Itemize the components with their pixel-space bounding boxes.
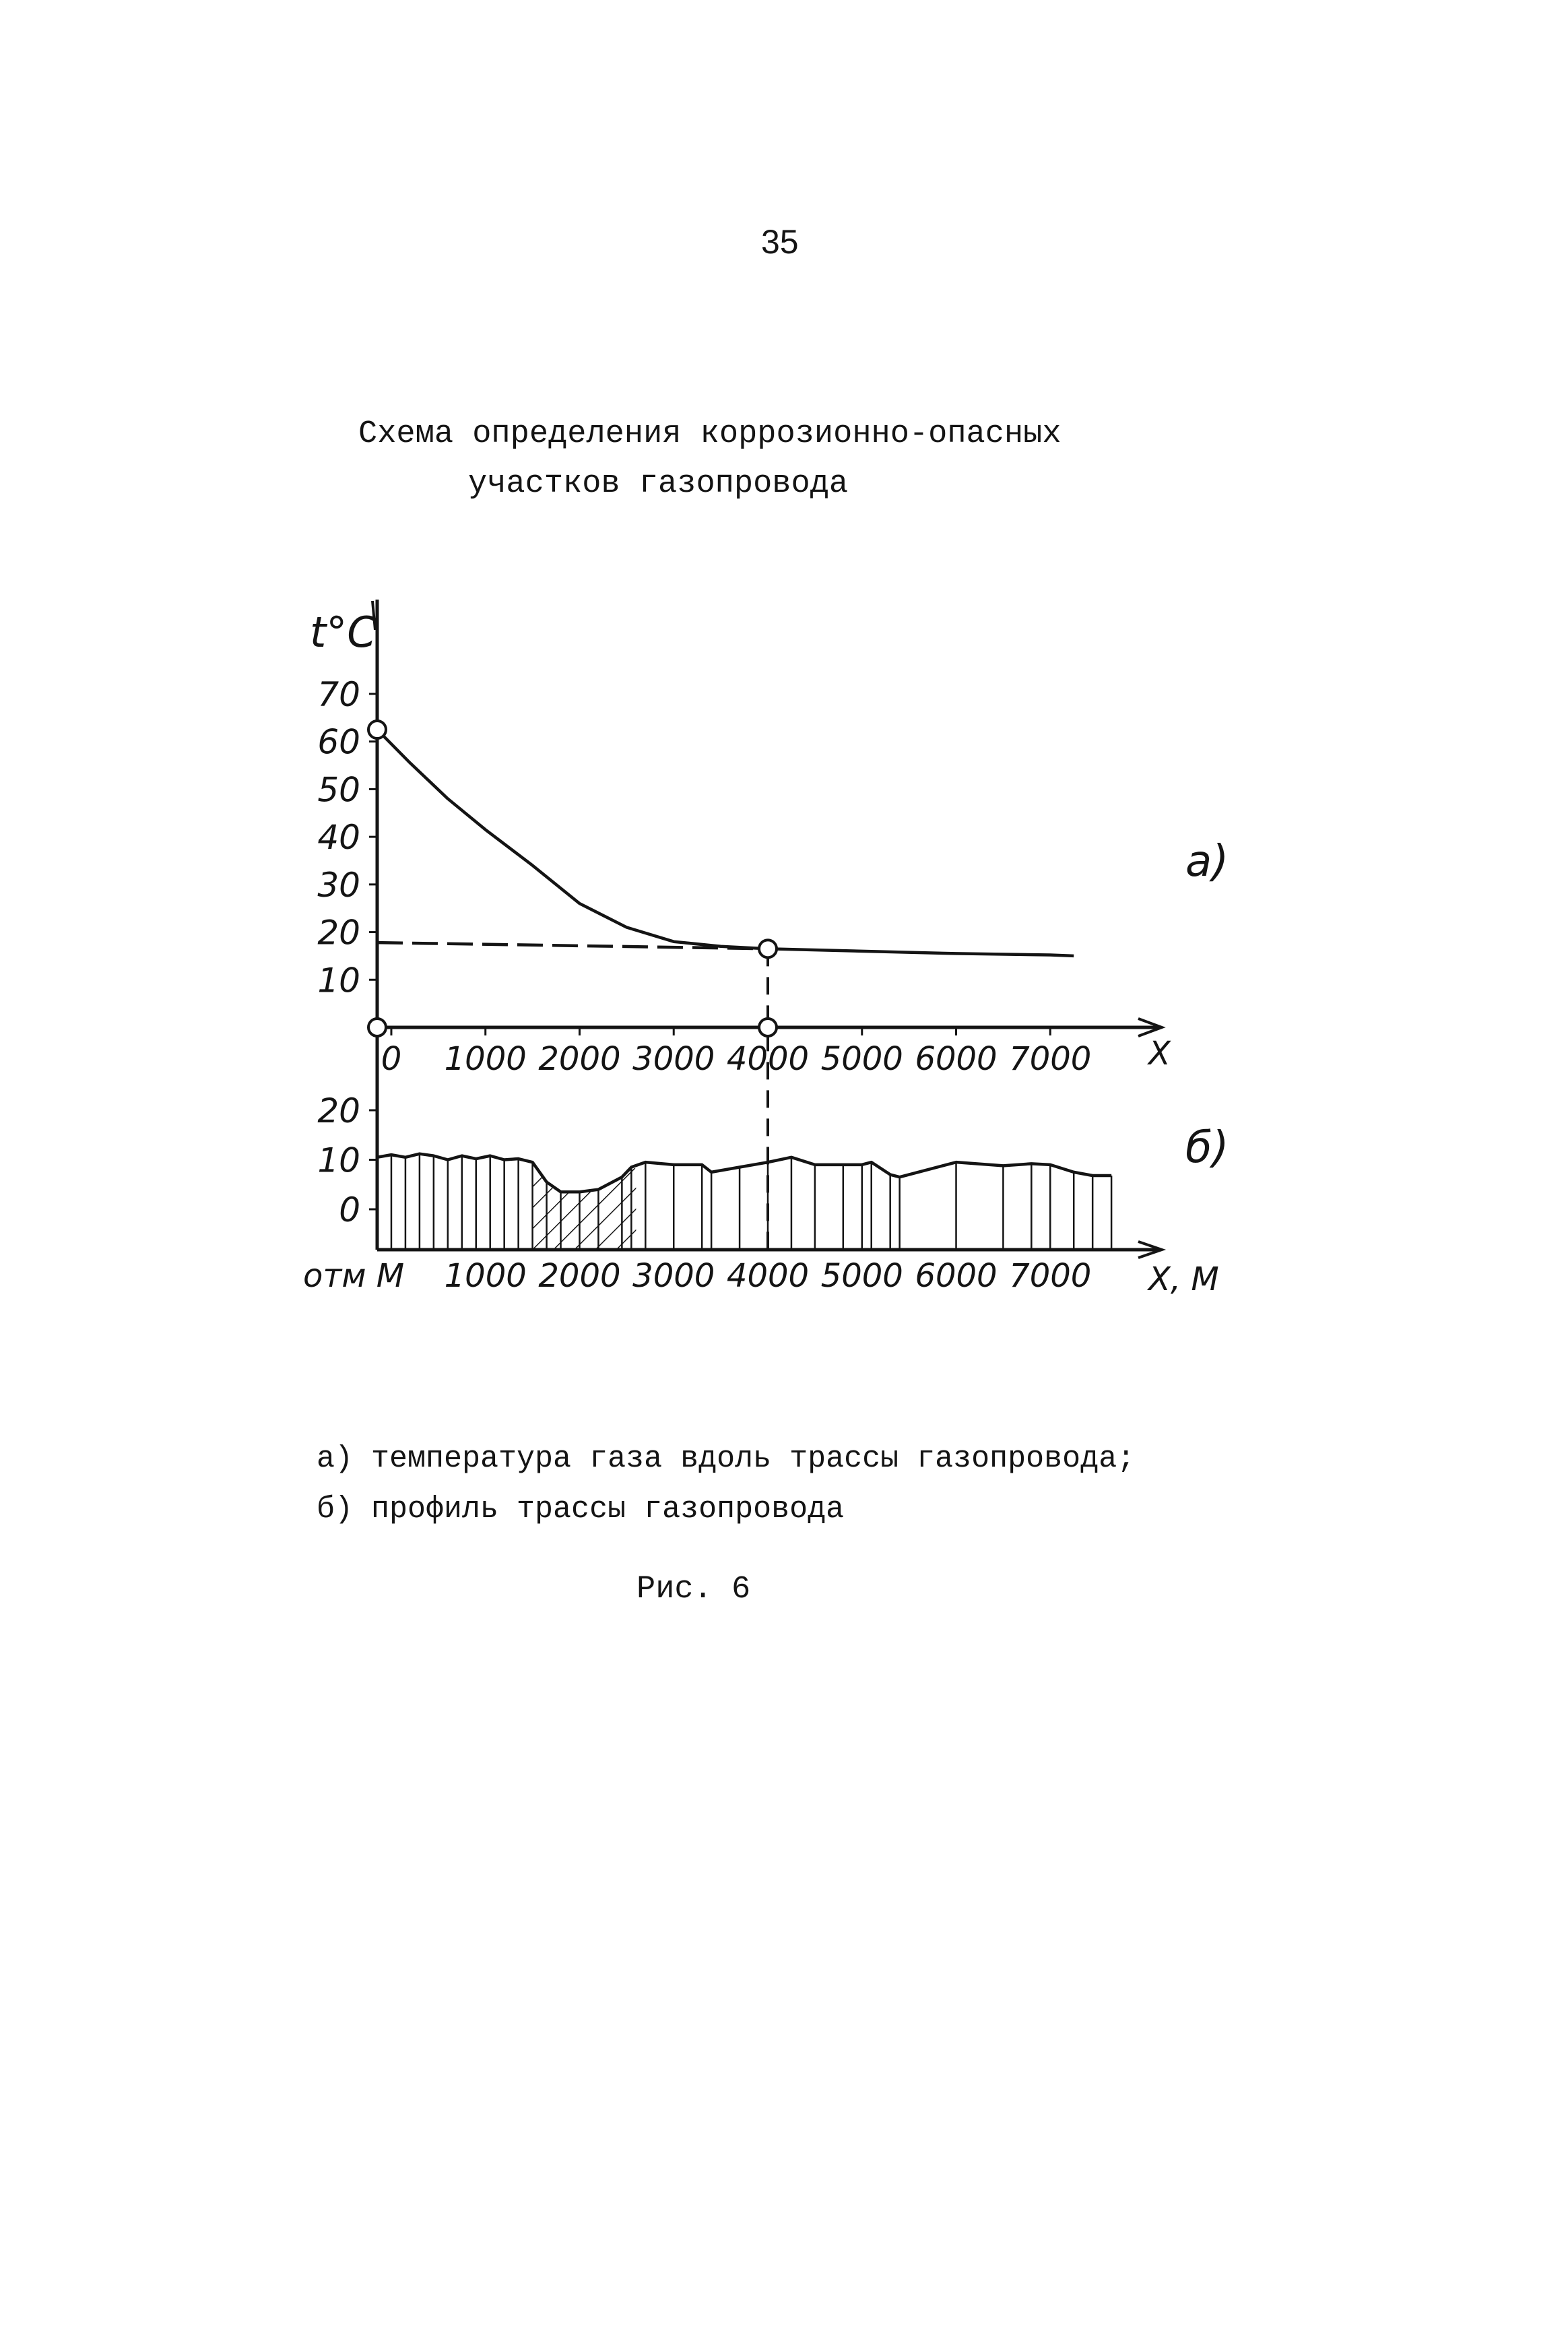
- chart-a-marker: [368, 721, 386, 738]
- chart-a-marker: [759, 940, 777, 957]
- caption-a: а) температура газа вдоль трассы газопровода;: [317, 1442, 1136, 1476]
- chart-b-x-ticks: [445, 1257, 1092, 1295]
- chart-b-y-tick-label: 20: [317, 1091, 360, 1130]
- chart-a-marker: [368, 1019, 386, 1036]
- chart-a-x-tick-label: 0: [381, 1040, 402, 1078]
- chart-a-y-ticks: [317, 675, 377, 1000]
- chart-a-y-tick-label: 30: [317, 865, 360, 905]
- chart-a-x-tick-label: 1000: [444, 1040, 527, 1078]
- chart-a-temperature-curve: [377, 730, 1074, 956]
- chart-b-x-tick-label: 7000: [1009, 1257, 1092, 1295]
- chart-a-y-tick-label: 70: [317, 675, 360, 714]
- chart-a-x-tick-label: 5000: [820, 1040, 903, 1078]
- chart-b-x-tick-label: 4000: [726, 1257, 810, 1295]
- chart-a-x-tick-label: 6000: [915, 1040, 998, 1078]
- chart-a-y-tick-label: 50: [317, 770, 360, 810]
- chart-a-ylabel: t°C: [310, 608, 377, 657]
- chart-b-y-tick-label: 10: [317, 1141, 360, 1180]
- chart-b-x-start-label: отм М: [303, 1257, 405, 1295]
- chart-b-panel-label: б): [1185, 1123, 1229, 1173]
- chart-b-x-tick-label: 2000: [538, 1257, 621, 1295]
- chart-b-x-tick-label: 3000: [632, 1257, 715, 1295]
- figure-number-label: Рис. 6: [636, 1572, 751, 1607]
- chart-a-series: [377, 730, 1074, 1250]
- figure-title-line-1: Схема определения коррозионно-опасных: [358, 416, 1061, 452]
- chart-a-y-tick-label: 60: [317, 722, 360, 762]
- chart-a-y-tick-label: 20: [317, 913, 360, 953]
- chart-b-x-tick-label: 1000: [444, 1257, 527, 1295]
- chart-a-y-tick-label: 40: [317, 818, 360, 858]
- chart-b-y-ticks: [317, 1091, 377, 1229]
- chart-b-xlabel: X, М: [1148, 1260, 1219, 1298]
- chart-a-x-tick-label: 2000: [538, 1040, 621, 1078]
- caption-b: б) профиль трассы газопровода: [317, 1492, 845, 1527]
- chart-a-x-ticks: [381, 1027, 1092, 1078]
- figure-title-line-2: участков газопровода: [468, 466, 849, 502]
- chart-a-y-tick-label: 10: [317, 961, 360, 1000]
- chart-a-x-tick-label: 4000: [726, 1040, 810, 1078]
- chart-b-y-tick-label: 0: [339, 1190, 360, 1229]
- chart-b-profile-line: [377, 1154, 1111, 1192]
- chart-b-x-tick-label: 6000: [915, 1257, 998, 1295]
- chart-a-markers: [368, 721, 777, 1036]
- chart-b-x-tick-label: 5000: [820, 1257, 903, 1295]
- chart-a-x-tick-label: 3000: [632, 1040, 715, 1078]
- chart-a-xlabel: X: [1148, 1035, 1171, 1073]
- chart-b-profile: [377, 1154, 1111, 1250]
- chart-a-marker: [759, 1019, 777, 1036]
- chart-b-hatched-region: [533, 1162, 636, 1250]
- chart-a-panel-label: а): [1185, 837, 1229, 887]
- page-number: 35: [761, 223, 799, 261]
- chart-a-x-tick-label: 7000: [1009, 1040, 1092, 1078]
